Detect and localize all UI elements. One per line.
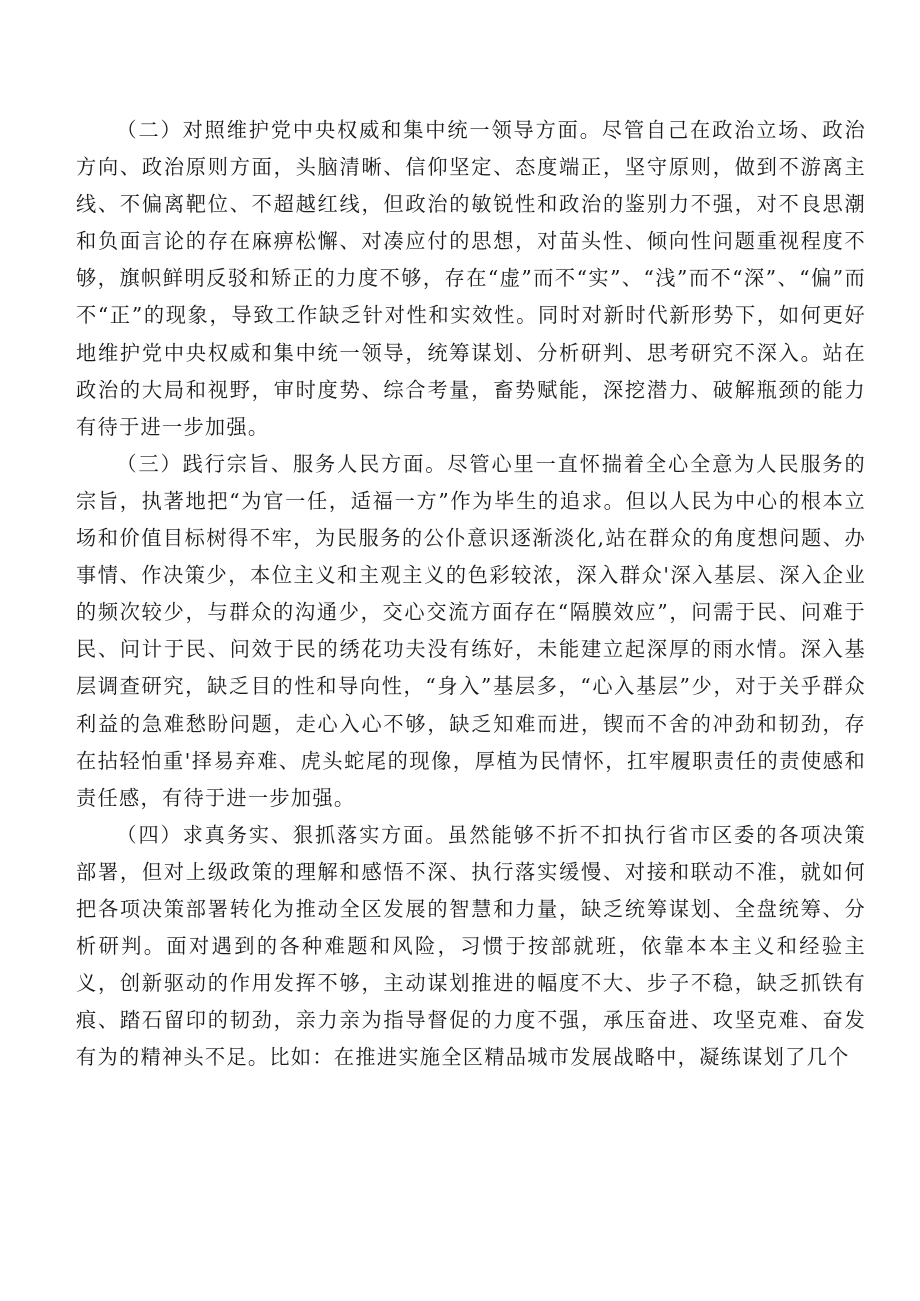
paragraph-4-implementation: （四）求真务实、狠抓落实方面。虽然能够不折不扣执行省市区委的各项决策部署，但对上级政策的理解和感悟不深、执行落实缓慢、对接和联动不准，就如何把各项决策部署转化为推动全区发展的智慧和力量，缺乏统筹谋划、全盘统筹、分析研判。面对遇到的各种难题和风险，习惯于按部就班，依靠本本主义和经验主义，创新驱动的作用发挥不够，主动谋划推进的幅度不大、步子不稳，缺乏抓铁有痕、踏石留印的韧劲，亲力亲为指导督促的力度不强，承压奋进、攻坚克难、奋发有为的精神头不足。比如：在推进实施全区精品城市发展战略中，凝练谋划了几个	[76, 822, 866, 1070]
paragraph-3-serve-people: （三）践行宗旨、服务人民方面。尽管心里一直怀揣着全心全意为人民服务的宗旨，执著地把“为官一任，适福一方”作为毕生的追求。但以人民为中心的根本立场和价值目标树得不牢，为民服务的公仆意识逐渐淡化,站在群众的角度想问题、办事情、作决策少，本位主义和主观主义的色彩较浓，深入群众'深入基层、深入企业的频次较少，与群众的沟通少，交心交流方面存在“隔膜效应”，问需于民、问难于民、问计于民、问效于民的绣花功夫没有练好，未能建立起深厚的雨水情。深入基层调查研究，缺乏目的性和导向性，“身入”基层多，“心入基层”少，对于关乎群众利益的急难愁盼问题，走心入心不够，缺乏知难而进，锲而不舍的冲劲和韧劲，存在拈轻怕重'择易弃难、虎头蛇尾的现像，厚植为民情怀，扛牢履职责任的责使感和责任感，有待于进一步加强。	[76, 451, 866, 810]
paragraph-2-party-authority: （二）对照维护党中央权威和集中统一领导方面。尽管自己在政治立场、政治方向、政治原则方面，头脑清晰、信仰坚定、态度端正，坚守原则，做到不游离主线、不偏离靶位、不超越红线，但政治的敏锐性和政治的鉴别力不强，对不良思潮和负面言论的存在麻痹松懈、对凑应付的思想，对苗头性、倾向性问题重视程度不够，旗帜鲜明反驳和矫正的力度不够，存在“虚”而不“实”、“浅”而不“深”、“偏”而不“正”的现象，导致工作缺乏针对性和实效性。同时对新时代新形势下，如何更好地维护党中央权威和集中统一领导，统筹谋划、分析研判、思考研究不深入。站在政治的大局和视野，审时度势、综合考量，畜势赋能，深挖潜力、破解瓶颈的能力有待于进一步加强。	[76, 118, 866, 439]
document-body	[76, 112, 866, 1076]
